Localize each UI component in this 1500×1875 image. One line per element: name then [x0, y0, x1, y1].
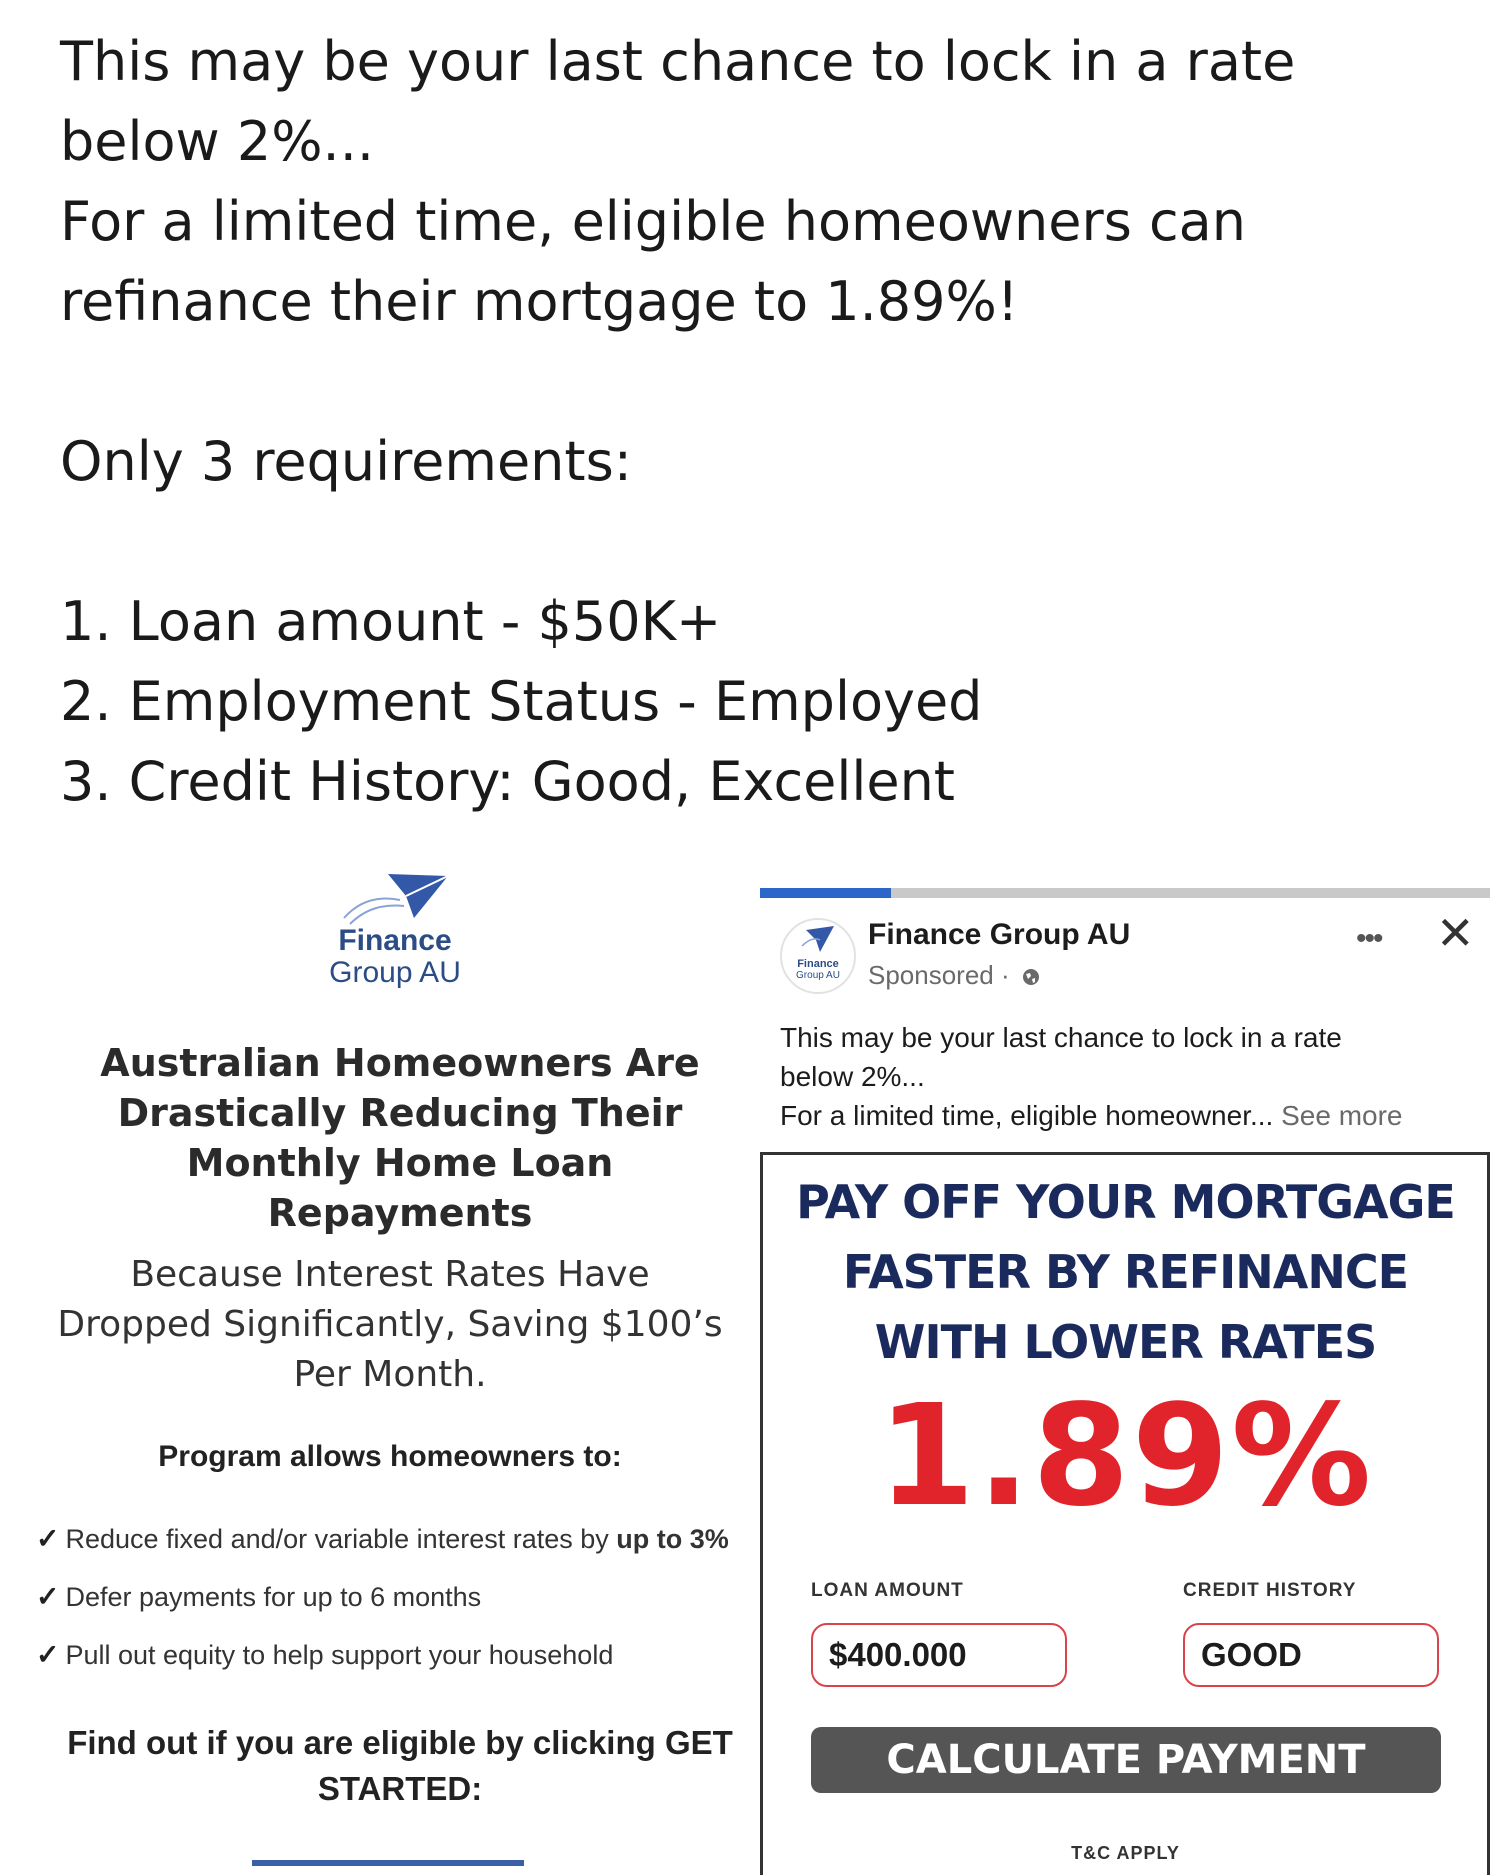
avatar-text: Group AU: [796, 970, 840, 981]
caption-line: refinance their mortgage to 1.89%!: [60, 270, 1019, 333]
checkmark-icon: ✓: [36, 1639, 60, 1670]
get-started-button-edge[interactable]: [252, 1860, 524, 1866]
list-item: [36, 1626, 756, 1684]
close-icon[interactable]: ✕: [1436, 907, 1475, 959]
post-caption: [60, 22, 1460, 822]
page-name-link[interactable]: Finance Group AU: [868, 918, 1131, 951]
more-options-icon[interactable]: •••: [1356, 922, 1382, 955]
headline-line: Monthly Home Loan: [186, 1141, 614, 1185]
headline-line: Repayments: [267, 1191, 533, 1235]
benefit-text: Reduce fixed and/or variable interest rates by: [65, 1524, 617, 1554]
subhead-line: Dropped Significantly, Saving $100’s: [57, 1304, 723, 1345]
ad-headline-line: FASTER BY REFINANCE: [842, 1245, 1409, 1299]
loan-amount-label: LOAN AMOUNT: [811, 1580, 964, 1601]
story-progress-fill: [760, 888, 891, 898]
landing-subheadline: [30, 1250, 750, 1400]
requirements-title: Only 3 requirements:: [60, 430, 632, 493]
subhead-line: Per Month.: [293, 1354, 487, 1395]
checkmark-icon: ✓: [36, 1523, 60, 1554]
interest-rate: 1.89%: [877, 1375, 1374, 1538]
logo-text: Group AU: [329, 956, 461, 989]
benefit-text: Pull out equity to help support your household: [65, 1640, 614, 1670]
ad-headline: [763, 1167, 1488, 1377]
see-more-link[interactable]: See more: [1281, 1100, 1403, 1131]
post-text-line: below 2%...: [780, 1061, 925, 1092]
cta-line: Find out if you are eligible by clicking GET: [67, 1724, 733, 1761]
post-body-text: [780, 1018, 1480, 1135]
avatar-text: Finance: [797, 958, 839, 970]
landing-headline: [50, 1038, 750, 1238]
post-text-line: For a limited time, eligible homeowner...: [780, 1100, 1274, 1131]
eligibility-cta: [50, 1720, 750, 1812]
globe-icon: [1021, 967, 1041, 987]
ad-headline-line: WITH LOWER RATES: [874, 1315, 1377, 1369]
requirement-item: 1. Loan amount - $50K+: [60, 590, 722, 653]
sponsored-post-panel: [760, 870, 1500, 1875]
program-title: Program allows homeowners to:: [158, 1440, 622, 1473]
cta-line: STARTED:: [317, 1770, 483, 1807]
caption-line: This may be your last chance to lock in a rate: [60, 30, 1296, 93]
requirement-item: 3. Credit History: Good, Excellent: [60, 750, 955, 813]
sponsored-label: [868, 960, 1041, 991]
ad-creative[interactable]: [760, 1152, 1490, 1875]
avatar[interactable]: [780, 918, 856, 994]
checkmark-icon: ✓: [36, 1581, 60, 1612]
terms-label: T&C APPLY: [1071, 1843, 1180, 1863]
story-progress-bar: [760, 888, 1490, 898]
caption-line: For a limited time, eligible homeowners can: [60, 190, 1246, 253]
headline-line: Australian Homeowners Are: [100, 1041, 700, 1085]
paper-plane-logo-icon: [340, 870, 450, 926]
benefits-list: [36, 1510, 756, 1684]
headline-line: Drastically Reducing Their: [117, 1091, 683, 1135]
benefit-emphasis: up to 3%: [616, 1524, 729, 1554]
landing-page-panel: [30, 870, 750, 1875]
list-item: [36, 1568, 756, 1626]
caption-line: below 2%...: [60, 110, 375, 173]
benefit-text: Defer payments for up to 6 months: [65, 1582, 482, 1612]
calculate-payment-button[interactable]: CALCULATE PAYMENT: [811, 1727, 1441, 1793]
post-text-line: This may be your last chance to lock in a rate: [780, 1022, 1342, 1053]
subhead-line: Because Interest Rates Have: [130, 1254, 650, 1295]
ad-headline-line: PAY OFF YOUR MORTGAGE: [796, 1175, 1455, 1229]
list-item: [36, 1510, 756, 1568]
requirement-item: 2. Employment Status - Employed: [60, 670, 983, 733]
credit-history-field[interactable]: GOOD: [1183, 1623, 1439, 1687]
logo-text: Finance: [338, 924, 452, 957]
finance-group-logo[interactable]: [280, 870, 510, 990]
credit-history-label: CREDIT HISTORY: [1183, 1580, 1357, 1601]
paper-plane-logo-icon: [800, 924, 836, 956]
loan-amount-field[interactable]: $400.000: [811, 1623, 1067, 1687]
sponsored-text: Sponsored ·: [868, 960, 1010, 990]
